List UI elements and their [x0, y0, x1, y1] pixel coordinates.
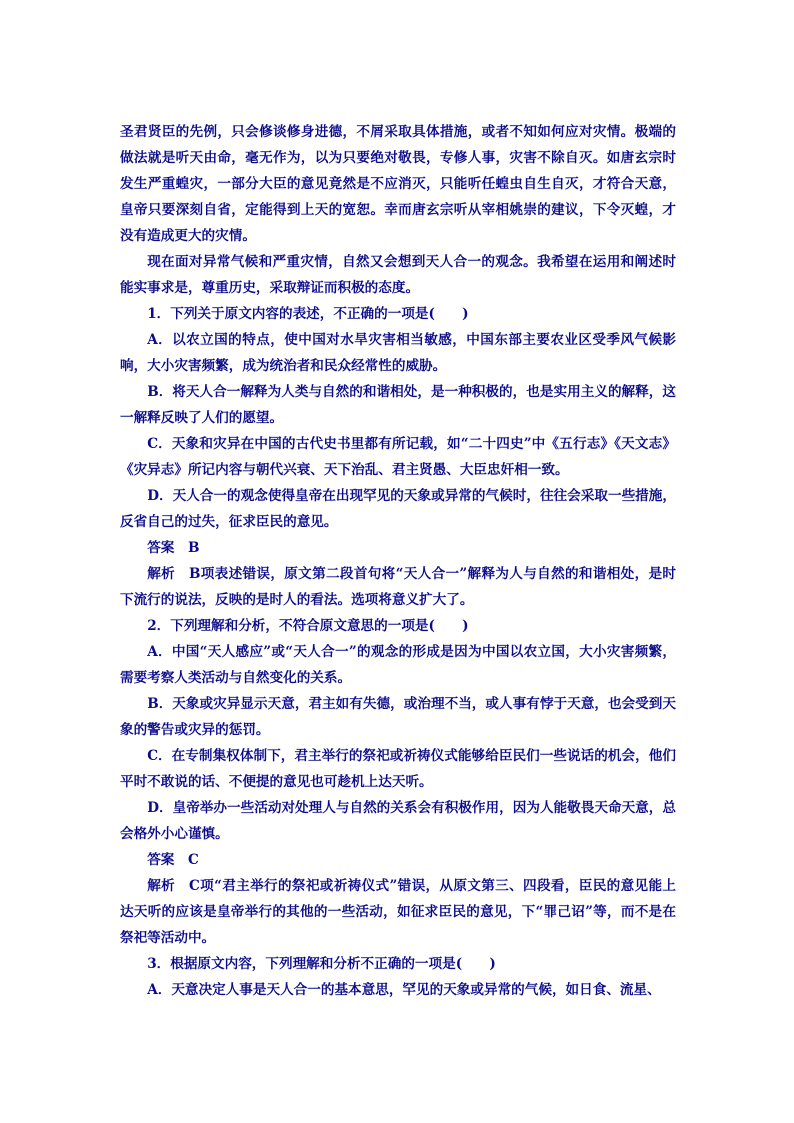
question-1-option-d: D．天人合一的观念使得皇帝在出现罕见的天象或异常的气候时，往往会采取一些措施，反省自己的过失，征求臣民的意见。	[120, 488, 676, 530]
question-1-option-a: A．以农立国的特点，使中国对水旱灾害相当敏感，中国东部主要农业区受季风气候影响，大小灾害频繁，成为统治者和民众经常性的威胁。	[120, 332, 676, 374]
question-1-explanation: 解析 B项表述错误，原文第二段首句将“天人合一”解释为人与自然的和谐相处，是时下流行的说法，反映的是时人的看法。选项将意义扩大了。	[120, 566, 676, 608]
document-body	[120, 119, 676, 1003]
question-1-stem: 1．下列关于原文内容的表述，不正确的一项是( )	[147, 306, 469, 322]
question-2-option-a: A．中国“天人感应”或“天人合一”的观念的形成是因为中国以农立国，大小灾害频繁，需要考察人类活动与自然变化的关系。	[120, 644, 676, 686]
question-2-option-c: C．在专制集权体制下，君主举行的祭祀或祈祷仪式能够给臣民们一些说话的机会，他们平时不敢说的话、不便提的意见也可趁机上达天听。	[120, 748, 676, 790]
question-3-option-a: A．天意决定人事是天人合一的基本意思，罕见的天象或异常的气候，如日食、流星、	[147, 982, 661, 998]
question-1-answer: 答案 B	[147, 540, 200, 556]
question-2-option-d: D．皇帝举办一些活动对处理人与自然的关系会有积极作用，因为人能敬畏天命天意，总会格外小心谨慎。	[120, 800, 676, 842]
question-2-explanation: 解析 C项“君主举行的祭祀或祈祷仪式”错误，从原文第三、四段看，臣民的意见能上达天听的应该是皇帝举行的其他的一些活动，如征求臣民的意见，下“罪己诏”等，而不是在祭祀等活动中。	[120, 878, 676, 946]
question-3-stem: 3．根据原文内容，下列理解和分析不正确的一项是( )	[147, 956, 496, 972]
question-2-answer: 答案 C	[147, 852, 199, 868]
question-2-stem: 2．下列理解和分析，不符合原文意思的一项是( )	[147, 618, 469, 634]
question-1-option-b: B．将天人合一解释为人类与自然的和谐相处，是一种积极的，也是实用主义的解释，这一解释反映了人们的愿望。	[120, 384, 676, 426]
body-paragraph: 现在面对异常气候和严重灾情，自然又会想到天人合一的观念。我希望在运用和阐述时能实事求是，尊重历史，采取辩证而积极的态度。	[120, 254, 676, 296]
body-paragraph: 圣君贤臣的先例，只会修谈修身进德，不屑采取具体措施，或者不知如何应对灾情。极端的做法就是听天由命，毫无作为，以为只要绝对敬畏，专修人事，灾害不除自灭。如唐玄宗时发生严重蝗灾，一部分大臣的意见竟然是不应消灭，只能听任蝗虫自生自灭，才符合天意，皇帝只要深刻自省，定能得到上天的宽恕。幸而唐玄宗听从宰相姚崇的建议，下令灭蝗，才没有造成更大的灾情。	[120, 124, 676, 244]
question-1-option-c: C．天象和灾异在中国的古代史书里都有所记载，如“二十四史”中《五行志》《天文志》《灾异志》所记内容与朝代兴衰、天下治乱、君主贤愚、大臣忠奸相一致。	[120, 436, 676, 478]
question-2-option-b: B．天象或灾异显示天意，君主如有失德，或治理不当，或人事有悖于天意，也会受到天象的警告或灾异的惩罚。	[120, 696, 676, 738]
